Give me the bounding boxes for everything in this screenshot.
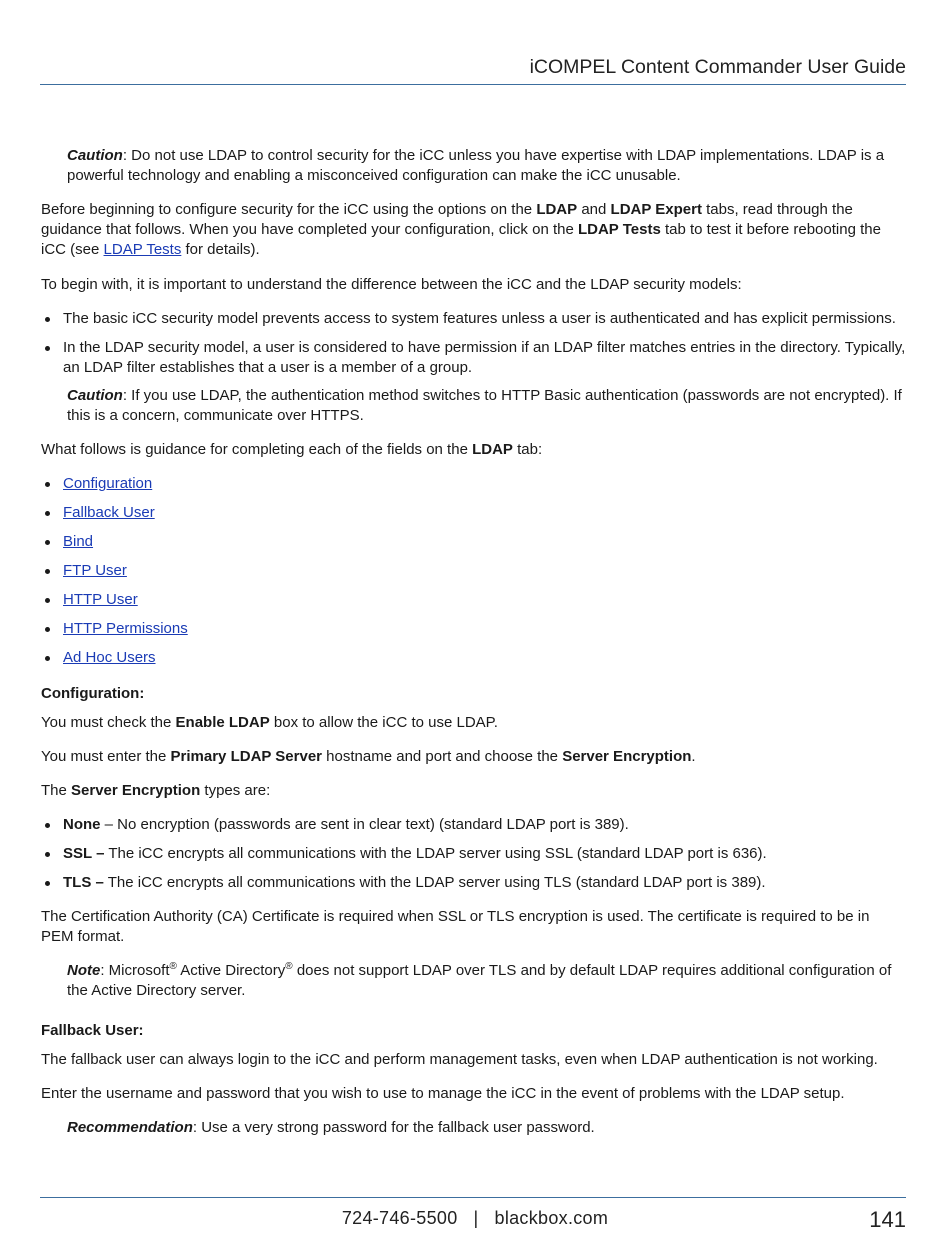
http-user-link[interactable]: HTTP User	[63, 591, 138, 608]
caution-label: Caution	[67, 387, 123, 404]
server-encryption-term: Server Encryption	[71, 782, 201, 799]
paragraph-text: The	[41, 782, 72, 799]
encryption-type-text: The iCC encrypts all communications with the LDAP server using TLS (standard LDAP port is 389).	[103, 874, 766, 891]
active-directory-note	[41, 961, 906, 1001]
enable-ldap-term: Enable LDAP	[175, 714, 270, 731]
list-item	[41, 815, 906, 835]
recommendation-text: : Use a very strong password for the fallback user password.	[192, 1119, 595, 1136]
fallback-user-heading: Fallback User:	[41, 1022, 144, 1039]
list-item: The basic iCC security model prevents access to system features unless a user is authenticated and has explicit permissions.	[41, 309, 906, 329]
header-rule	[40, 84, 906, 85]
paragraph-text: You must check the	[41, 714, 176, 731]
http-permissions-link[interactable]: HTTP Permissions	[63, 620, 188, 637]
guidance-text: tab:	[512, 441, 543, 458]
intro-paragraph	[41, 200, 906, 260]
ftp-user-link[interactable]: FTP User	[63, 562, 127, 579]
fallback-paragraph: The fallback user can always login to the iCC and perform management tasks, even when LDAP authentication is not working.	[41, 1051, 878, 1068]
caution-note-http-basic	[41, 386, 906, 426]
caution-text: : Do not use LDAP to control security for the iCC unless you have expertise with LDAP implementations. LDAP is a powerful technology and enabling a misconceived configuration can make the iCC unusable.	[67, 147, 885, 184]
intro-ldap-tests-tab: LDAP Tests	[577, 221, 661, 238]
enable-ldap-paragraph	[41, 713, 906, 733]
list-item	[41, 590, 906, 610]
primary-ldap-server-term: Primary LDAP Server	[170, 748, 323, 765]
fallback-user-link[interactable]: Fallback User	[63, 504, 155, 521]
ldap-tests-link[interactable]: LDAP Tests	[103, 241, 182, 258]
caution-text: : If you use LDAP, the authentication method switches to HTTP Basic authentication (passwords are not encrypted). If this is a concern, communicate over HTTPS.	[67, 387, 902, 424]
server-encryption-term: Server Encryption	[562, 748, 692, 765]
intro-text: tabs, read through the guidance that follows. When you have completed your configuration, click on the	[41, 201, 853, 238]
caution-note-ldap-expertise	[41, 146, 906, 186]
footer-contact	[0, 1208, 950, 1229]
bind-link[interactable]: Bind	[63, 533, 94, 550]
recommendation-label: Recommendation	[67, 1119, 193, 1136]
ldap-sections-link-list	[41, 474, 906, 668]
intro-ldap-tab: LDAP	[536, 201, 578, 218]
intro-ldap-expert-tab: LDAP Expert	[610, 201, 702, 218]
security-models-list	[41, 309, 906, 378]
page-content	[41, 146, 906, 1138]
list-item	[41, 844, 906, 864]
configuration-link[interactable]: Configuration	[63, 475, 153, 492]
note-text: Active Directory	[176, 962, 286, 979]
encryption-type-text: No encryption (passwords are sent in clear text) (standard LDAP port is 389).	[113, 816, 629, 833]
list-item	[41, 648, 906, 668]
recommendation-note	[41, 1118, 906, 1138]
intro-text: Before beginning to configure security for the iCC using the options on the	[41, 201, 537, 218]
paragraph-text: .	[691, 748, 696, 765]
paragraph-text: types are:	[200, 782, 271, 799]
page-number: 141	[869, 1207, 906, 1232]
encryption-types-intro	[41, 781, 906, 801]
list-item	[41, 619, 906, 639]
ca-certificate-paragraph: The Certification Authority (CA) Certificate is required when SSL or TLS encryption is used. The certificate is required to be in PEM format.	[41, 908, 870, 945]
paragraph-text: hostname and port and choose the	[322, 748, 563, 765]
encryption-type-name: None	[63, 816, 101, 833]
list-item	[41, 503, 906, 523]
encryption-type-text: The iCC encrypts all communications with the LDAP server using SSL (standard LDAP port is 636).	[104, 845, 767, 862]
list-item	[41, 561, 906, 581]
intro-text: tab to test it before rebooting the iCC (see	[41, 221, 881, 258]
encryption-type-dash: –	[100, 816, 114, 833]
registered-mark: ®	[285, 961, 293, 972]
intro-text: and	[577, 201, 611, 218]
paragraph-text: box to allow the iCC to use LDAP.	[269, 714, 498, 731]
guidance-paragraph	[41, 440, 906, 460]
encryption-type-name: TLS –	[63, 874, 104, 891]
footer-website: blackbox.com	[494, 1208, 609, 1228]
list-item	[41, 873, 906, 893]
caution-label: Caution	[67, 147, 123, 164]
note-text: does not support LDAP over TLS and by default LDAP requires additional configuration of the Active Directory server.	[67, 962, 892, 999]
footer-phone: 724-746-5500	[341, 1208, 458, 1228]
encryption-types-list	[41, 815, 906, 893]
note-label: Note	[67, 962, 101, 979]
header-title: iCOMPEL Content Commander User Guide	[529, 56, 906, 78]
list-item: In the LDAP security model, a user is considered to have permission if an LDAP filter matches entries in the directory. Typically, an LDAP filter establishes that a user is a member of a group.	[41, 338, 906, 378]
list-item	[41, 532, 906, 552]
registered-mark: ®	[169, 961, 177, 972]
intro-text: for details).	[181, 241, 260, 258]
footer-separator: |	[473, 1208, 479, 1228]
models-intro: To begin with, it is important to understand the difference between the iCC and the LDAP security models:	[41, 276, 742, 293]
guidance-ldap-tab: LDAP	[472, 441, 513, 458]
configuration-heading: Configuration:	[41, 685, 145, 702]
list-item	[41, 474, 906, 494]
note-text: : Microsoft	[100, 962, 170, 979]
fallback-credentials-paragraph: Enter the username and password that you wish to use to manage the iCC in the event of problems with the LDAP setup.	[41, 1085, 845, 1102]
ad-hoc-users-link[interactable]: Ad Hoc Users	[63, 649, 156, 666]
footer-rule	[40, 1197, 906, 1198]
guidance-text: What follows is guidance for completing each of the fields on the	[41, 441, 473, 458]
primary-server-paragraph	[41, 747, 906, 767]
paragraph-text: You must enter the	[41, 748, 171, 765]
encryption-type-name: SSL –	[63, 845, 105, 862]
